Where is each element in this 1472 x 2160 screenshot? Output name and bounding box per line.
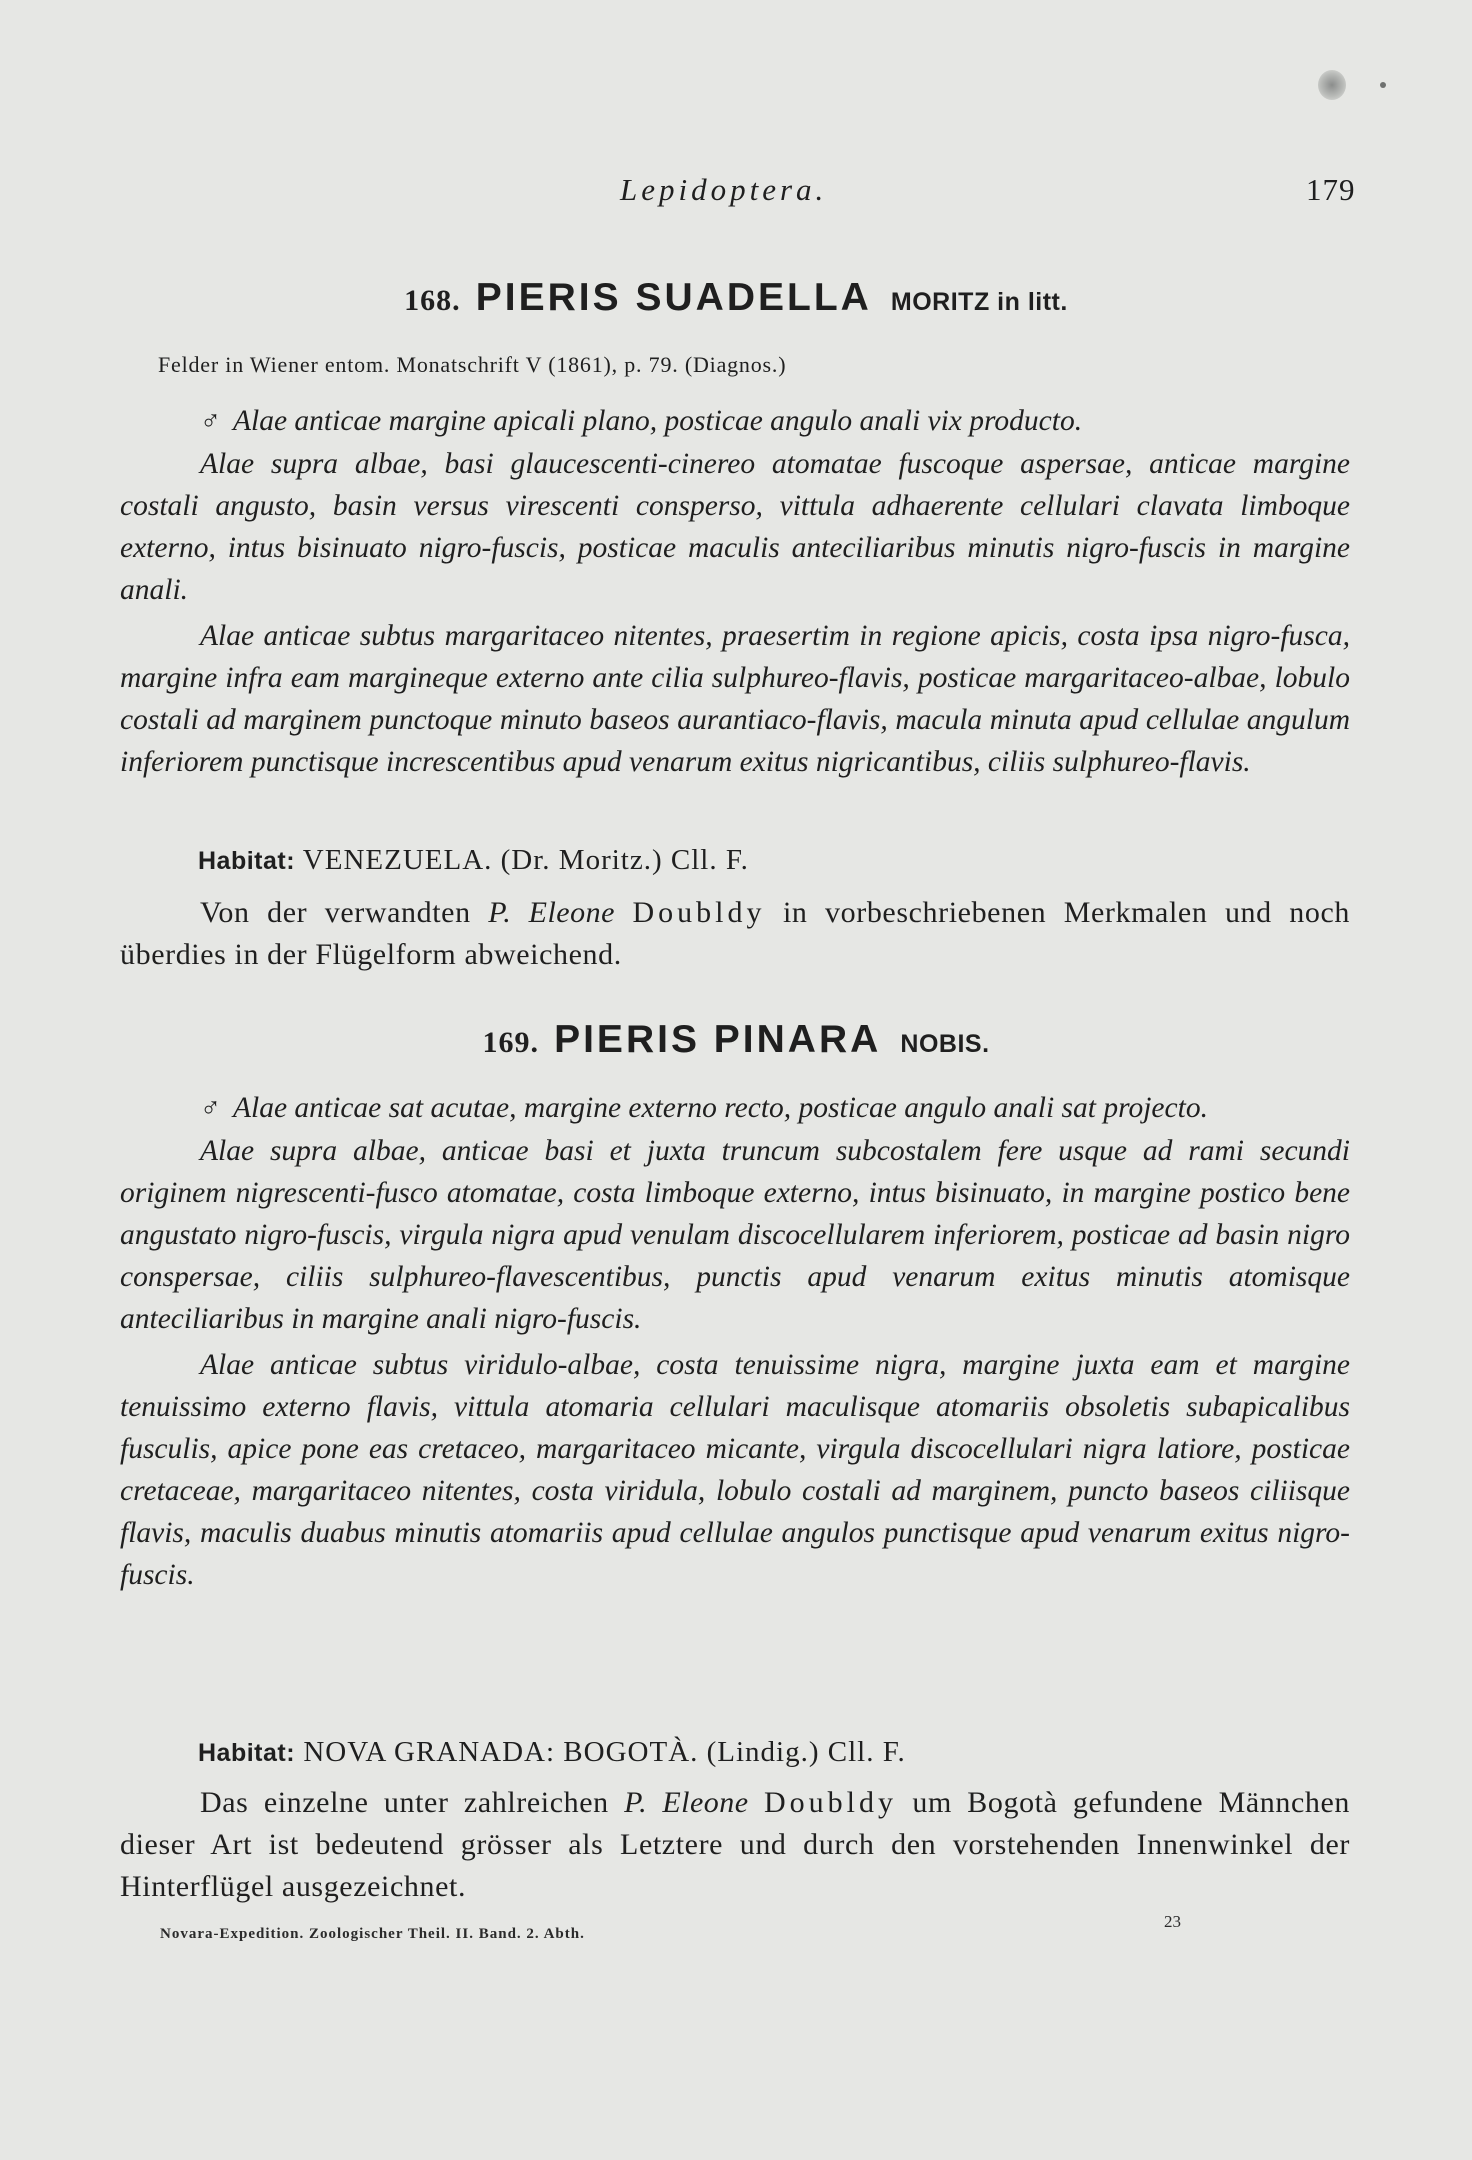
species-authority: NOBIS. <box>900 1030 990 1058</box>
running-head <box>0 172 1472 222</box>
description-paragraph: Alae supra albae, anticae basi et juxta truncum subcostalem fere usque ad rami secundi originem nigrescenti-fusco atomatae, costa limboque externo, intus bisinuato, in margine postico bene angustato nigro-fuscis, virgula nigra apud venulam discocellularem inferiorem, posticae ad basin nigro conspersae, ciliis sulphureo-flavescentibus, punctis apud venarum exitus minutis atomisque anteciliaribus in margine anali nigro-fuscis. <box>120 1135 1350 1335</box>
species-169-remark <box>120 1782 1350 1908</box>
habitat-label: Habitat: <box>198 1739 296 1767</box>
running-title: Lepidoptera. <box>620 172 828 207</box>
page-number: 179 <box>1306 172 1356 207</box>
habitat-label: Habitat: <box>198 847 296 875</box>
description-paragraph: Alae supra albae, basi glaucescenti-cinereo atomatae fuscoque aspersae, anticae margine costali angusto, basin versus virescenti consperso, vittula adhaerente cellulari clavata limboque externo, intus bisinuato nigro-fuscis, posticae maculis anteciliaribus minutis nigro-fuscis in margine anali. <box>120 448 1350 606</box>
habitat-text: NOVA GRANADA: BOGOTÀ. (Lindig.) Cll. F. <box>303 1736 906 1768</box>
species-number: 169. <box>482 1026 539 1059</box>
remark-text: Von der verwandten <box>200 896 489 929</box>
species-169-heading <box>0 1018 1472 1062</box>
species-168-heading <box>0 276 1472 320</box>
description-paragraph <box>120 400 1350 443</box>
species-name: PIERIS SUADELLA <box>475 276 872 319</box>
species-number: 168. <box>404 284 461 317</box>
literature-reference: Felder in Wiener entom. Monatschrift V (1861), p. 79. (Diagnos.) <box>158 352 787 377</box>
species-name: PIERIS PINARA <box>554 1018 882 1061</box>
author-name: Doubldy <box>764 1786 897 1819</box>
species-168-habitat <box>198 844 749 877</box>
habitat-text: VENEZUELA. (Dr. Moritz.) Cll. F. <box>302 844 749 876</box>
description-paragraph <box>120 1087 1350 1130</box>
species-authority: MORITZ in litt. <box>890 288 1068 316</box>
remark-text: in vorbeschriebenen Merkmalen und noch überdies in der Flügelform abweichend. <box>120 896 1350 971</box>
species-169-habitat <box>198 1736 906 1769</box>
ink-dot <box>1380 82 1386 88</box>
species-reference: P. Eleone <box>624 1786 749 1819</box>
signature-mark: 23 <box>1164 1912 1181 1931</box>
description-paragraph: Alae anticae subtus viridulo-albae, costa tenuissime nigra, margine juxta eam et margine tenuissimo externo flavis, vittula atomaria cellulari maculisque atomariis obsoletis subapicalibus fusculis, apice pone eas cretaceo, margaritaceo micante, virgula discocellulari nigra latiore, posticae cretaceae, margaritaceo nitentes, costa viridula, lobulo costali ad marginem, puncto baseos ciliisque flavis, maculis duabus minutis atomariis apud cellulae angulos punctisque apud venarum exitus nigro-fuscis. <box>120 1349 1350 1591</box>
description-paragraph: Alae anticae subtus margaritaceo nitentes, praesertim in regione apicis, costa ipsa nigro-fusca, margine infra eam margineque externo ante cilia sulphureo-flavis, posticae margaritaceo-albae, lobulo costali ad marginem punctoque minuto baseos aurantiaco-flavis, macula minuta apud cellulae angulum inferiorem punctisque increscentibus apud venarum exitus nigricantibus, ciliis sulphureo-flavis. <box>120 620 1350 778</box>
paragraph-text: Alae anticae sat acutae, margine externo recto, posticae angulo anali sat projecto. <box>233 1092 1208 1124</box>
ink-smudge <box>1318 70 1346 100</box>
species-168-remark <box>120 892 1350 976</box>
paragraph-text: Alae anticae margine apicali plano, posticae angulo anali vix producto. <box>233 405 1083 437</box>
species-168-description <box>120 400 1350 783</box>
footer-imprint: Novara-Expedition. Zoologischer Theil. II. Band. 2. Abth. <box>160 1926 585 1942</box>
species-reference: P. Eleone <box>488 896 615 929</box>
remark-text: um Bogotà gefundene Männchen dieser Art ist bedeutend grösser als Letztere und durch den vorstehenden Innenwinkel der Hinterflügel ausgezeichnet. <box>120 1786 1350 1903</box>
remark-text: Das einzelne unter zahlreichen <box>200 1786 625 1819</box>
male-symbol: ♂ <box>200 406 221 437</box>
male-symbol: ♂ <box>200 1093 221 1124</box>
author-name: Doubldy <box>632 896 766 929</box>
species-169-description <box>120 1087 1350 1596</box>
